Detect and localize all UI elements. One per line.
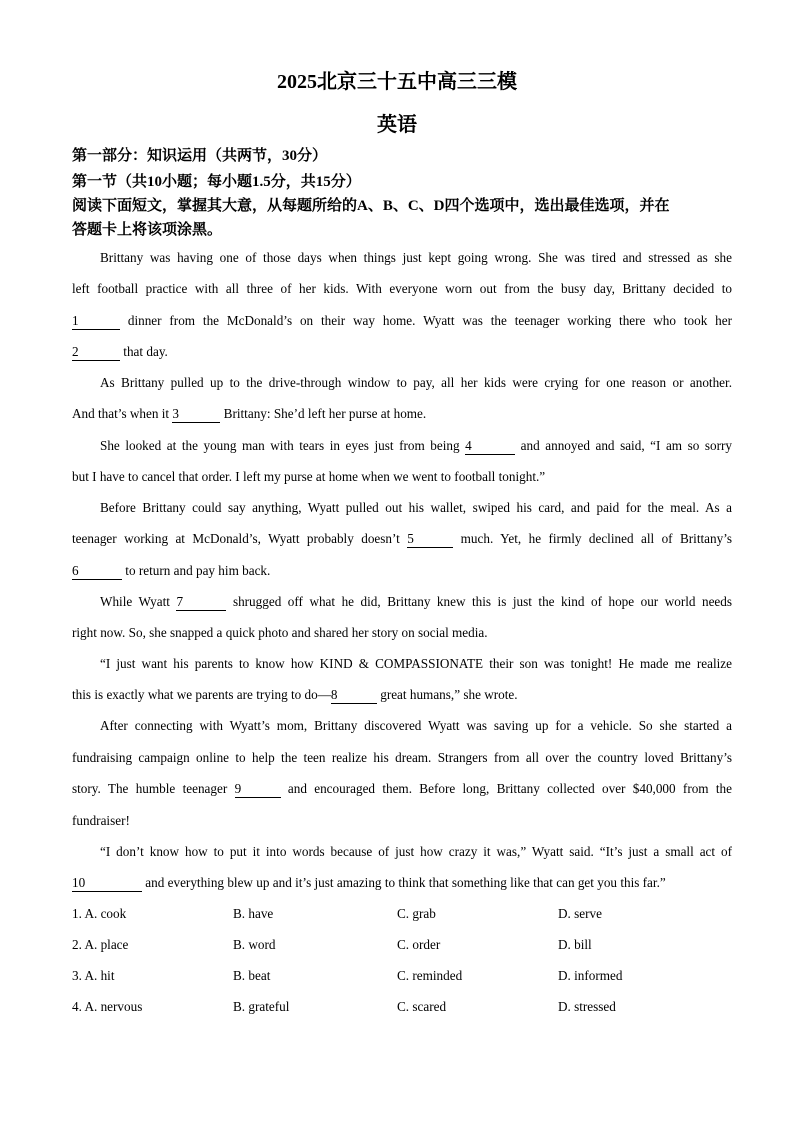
passage-line: She looked at the young man with tears in eyes just from being 4 and annoyed and said, “I am so sorry — [100, 438, 732, 453]
option-1a[interactable]: 1. A. cook — [72, 906, 127, 921]
passage-line: 6 to return and pay him back. — [72, 563, 271, 578]
option-4b[interactable]: B. grateful — [233, 999, 290, 1014]
instructions-line-1: 阅读下面短文，掌握其大意，从每题所给的A、B、C、D四个选项中，选出最佳选项，并在 — [72, 198, 670, 214]
instructions-line-2: 答题卡上将该项涂黑。 — [72, 222, 223, 238]
passage-line: Brittany was having one of those days when things just kept going wrong. She was tired and stressed as she — [100, 250, 732, 265]
option-1d[interactable]: D. serve — [558, 906, 602, 921]
option-3c[interactable]: C. reminded — [397, 968, 463, 983]
option-2b[interactable]: B. word — [233, 937, 276, 952]
passage-line: After connecting with Wyatt’s mom, Brittany discovered Wyatt was saving up for a vehicle. So she started a — [100, 718, 732, 733]
option-3d[interactable]: D. informed — [558, 968, 623, 983]
blank-8: 8 — [331, 687, 377, 704]
passage-line: fundraiser! — [72, 813, 130, 828]
passage-line: “I don’t know how to put it into words because of just how crazy it was,” Wyatt said. “It’s just a small act of — [100, 844, 732, 859]
option-3b[interactable]: B. beat — [233, 968, 271, 983]
passage-line: Before Brittany could say anything, Wyatt pulled out his wallet, swiped his card, and paid for the meal. As a — [100, 500, 732, 515]
question-4-options — [72, 997, 732, 1017]
passage-line: 1 dinner from the McDonald’s on their way home. Wyatt was the teenager working there who took her — [72, 313, 732, 328]
passage-line: story. The humble teenager 9 and encouraged them. Before long, Brittany collected over $40,000 from the — [72, 781, 732, 796]
blank-5: 5 — [407, 531, 453, 548]
blank-1: 1 — [72, 313, 120, 330]
passage-line: this is exactly what we parents are trying to do—8 great humans,” she wrote. — [72, 687, 518, 702]
blank-2: 2 — [72, 344, 120, 361]
blank-4: 4 — [465, 438, 515, 455]
question-2-options — [72, 935, 732, 955]
exam-title: 2025北京三十五中高三三模 — [277, 71, 517, 93]
option-2c[interactable]: C. order — [397, 937, 441, 952]
question-3-options — [72, 966, 732, 986]
passage-line: 10 and everything blew up and it’s just amazing to think that something like that can get you this far.” — [72, 875, 666, 890]
option-4c[interactable]: C. scared — [397, 999, 447, 1014]
passage-line: but I have to cancel that order. I left my purse at home when we went to football tonight.” — [72, 469, 546, 484]
passage-line: While Wyatt 7 shrugged off what he did, Brittany knew this is just the kind of hope our world needs — [100, 594, 732, 609]
passage-line: left football practice with all three of her kids. With everyone worn out from the busy day, Brittany decided to — [72, 281, 732, 296]
option-2a[interactable]: 2. A. place — [72, 937, 129, 952]
part-heading: 第一部分：知识运用（共两节，30分） — [72, 148, 328, 164]
blank-10: 10 — [72, 875, 142, 892]
subject-title: 英语 — [377, 114, 417, 136]
option-4d[interactable]: D. stressed — [558, 999, 616, 1014]
option-3a[interactable]: 3. A. hit — [72, 968, 115, 983]
passage-line: right now. So, she snapped a quick photo and shared her story on social media. — [72, 625, 488, 640]
passage-line: fundraising campaign online to help the teen realize his dream. Strangers from all over the country loved Brittany’s — [72, 750, 732, 765]
option-1b[interactable]: B. have — [233, 906, 274, 921]
passage-line: As Brittany pulled up to the drive-through window to pay, all her kids were crying for one reason or another. — [100, 375, 732, 390]
passage-line: “I just want his parents to know how KIND & COMPASSIONATE their son was tonight! He made me realize — [100, 656, 732, 671]
option-4a[interactable]: 4. A. nervous — [72, 999, 143, 1014]
option-1c[interactable]: C. grab — [397, 906, 436, 921]
passage-line: teenager working at McDonald’s, Wyatt probably doesn’t 5 much. Yet, he firmly declined all of Brittany’s — [72, 531, 732, 546]
question-1-options — [72, 904, 732, 924]
blank-6: 6 — [72, 563, 122, 580]
section-heading: 第一节（共10小题；每小题1.5分，共15分） — [72, 174, 361, 190]
passage-line: 2 that day. — [72, 344, 168, 359]
blank-9: 9 — [235, 781, 281, 798]
option-2d[interactable]: D. bill — [558, 937, 592, 952]
blank-7: 7 — [176, 594, 226, 611]
blank-3: 3 — [172, 406, 220, 423]
passage-line: And that’s when it 3 Brittany: She’d left her purse at home. — [72, 406, 427, 421]
